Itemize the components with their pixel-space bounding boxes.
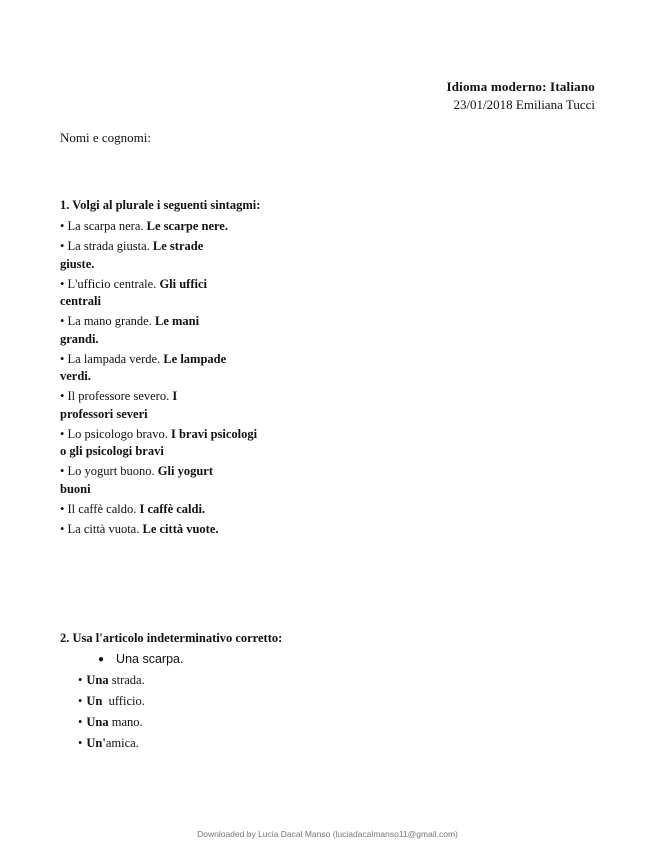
list-item: [60, 388, 230, 423]
bullet-icon: •: [78, 673, 83, 687]
bullet-icon: •: [60, 314, 68, 328]
prompt-text: Lo psicologo bravo.: [67, 426, 168, 441]
prompt-text: La lampada verde.: [67, 351, 161, 366]
noun-text: mano.: [108, 715, 143, 729]
bullet-icon: •: [60, 351, 68, 366]
bullet-icon: •: [60, 426, 68, 441]
list-item: [60, 672, 282, 689]
exercise-1-list: [60, 218, 320, 538]
prompt-text: Il professore severo.: [67, 389, 170, 403]
download-footer: Downloaded by Lucia Dacal Manso (luciadacalmanso11@gmail.com): [197, 829, 458, 839]
bullet-icon: •: [60, 276, 68, 291]
exercise-2-title: 2. Usa l'articolo indeterminativo corretto:: [60, 631, 283, 645]
article-answer: Una: [86, 715, 109, 729]
names-label: Nomi e cognomi:: [60, 130, 151, 145]
bullet-icon: •: [78, 715, 83, 729]
list-item: [60, 521, 230, 539]
list-item: [60, 651, 282, 668]
course-title: Idioma moderno: Italiano: [446, 79, 595, 94]
answer-text: Gli uffici centrali: [60, 276, 208, 308]
answer-text: Le lampade verdi.: [60, 351, 227, 383]
exercise-2-list: [60, 651, 282, 752]
list-item: [60, 693, 282, 710]
list-item: [60, 501, 230, 519]
example-text: Una scarpa.: [116, 652, 184, 666]
answer-text: I caffè caldi.: [139, 501, 206, 516]
exercise-1: [60, 196, 320, 541]
bullet-icon: •: [60, 521, 68, 536]
bullet-icon: ●: [98, 654, 105, 665]
noun-text: strada.: [108, 673, 145, 687]
bullet-icon: •: [60, 239, 68, 253]
noun-text: amica.: [105, 736, 139, 750]
date-author: 23/01/2018 Emiliana Tucci: [453, 97, 595, 112]
list-item: [60, 313, 230, 348]
prompt-text: La scarpa nera.: [67, 219, 144, 233]
list-item: [60, 351, 230, 386]
prompt-text: La città vuota.: [67, 521, 140, 536]
bullet-icon: •: [60, 501, 68, 516]
list-item: [60, 426, 260, 461]
answer-text: I professori severi: [60, 389, 178, 421]
answer-text: Le scarpe nere.: [146, 219, 228, 233]
prompt-text: Il caffè caldo.: [67, 501, 137, 516]
prompt-text: L'ufficio centrale.: [67, 276, 157, 291]
bullet-icon: •: [78, 694, 83, 708]
exercise-2: [60, 629, 282, 756]
list-item: [60, 735, 282, 752]
answer-text: Le mani grandi.: [60, 314, 200, 346]
article-answer: Un: [86, 694, 103, 708]
bullet-icon: •: [60, 464, 68, 478]
prompt-text: La strada giusta.: [67, 239, 150, 253]
answer-text: Le strade giuste.: [60, 239, 204, 271]
prompt-text: Lo yogurt buono.: [67, 464, 155, 478]
list-item: [60, 463, 230, 498]
exercise-1-title: 1. Volgi al plurale i seguenti sintagmi:: [60, 198, 261, 212]
document-header: [446, 78, 595, 114]
list-item: [60, 714, 282, 731]
list-item: [60, 276, 230, 311]
answer-text: Gli yogurt buoni: [60, 464, 214, 496]
answer-text: Le città vuote.: [142, 521, 219, 536]
article-answer: Una: [86, 673, 109, 687]
list-item: [60, 238, 230, 273]
list-item: [60, 218, 230, 236]
answer-text: I bravi psicologi o gli psicologi bravi: [60, 426, 258, 458]
prompt-text: La mano grande.: [67, 314, 152, 328]
noun-text: ufficio.: [102, 694, 145, 708]
article-answer: Un': [86, 736, 106, 750]
bullet-icon: •: [60, 389, 68, 403]
bullet-icon: •: [60, 219, 68, 233]
bullet-icon: •: [78, 736, 83, 750]
